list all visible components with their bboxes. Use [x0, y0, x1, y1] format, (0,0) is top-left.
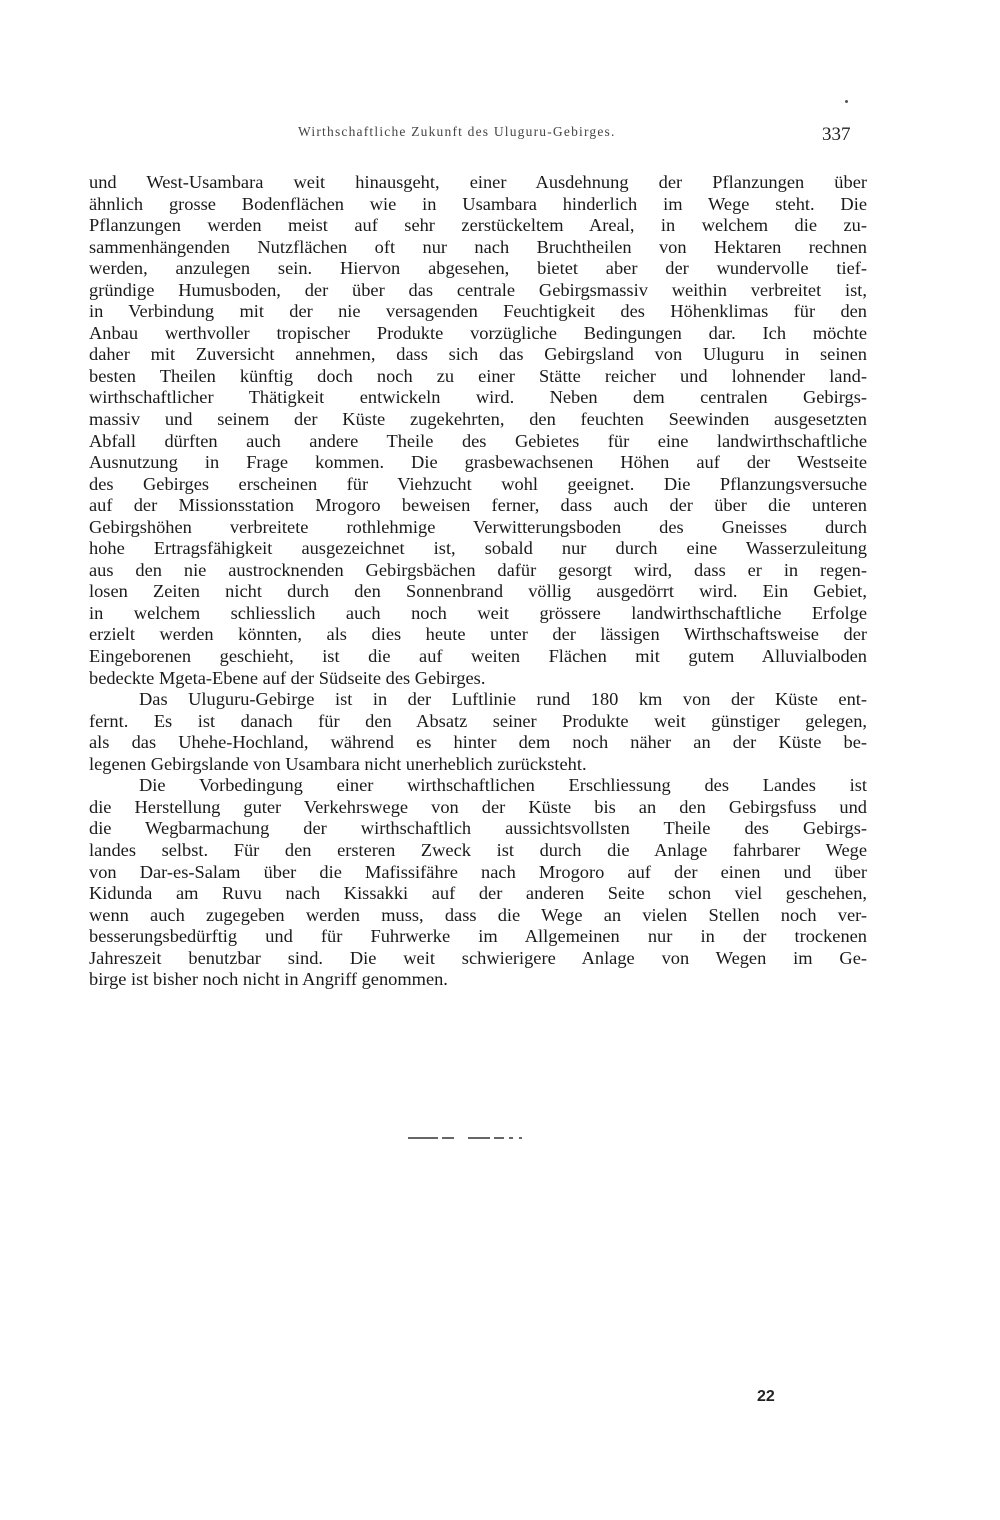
- text-line: gründige Humusboden, der über das centrale Gebirgsmassiv weithin verbreitet ist,: [89, 279, 867, 300]
- text-line: von Dar-es-Salam über die Mafissifähre nach Mrogoro auf der einen und über: [89, 861, 867, 882]
- text-line: auf der Missionsstation Mrogoro beweisen ferner, dass auch der über die unteren: [89, 495, 867, 516]
- text-line: Das Uluguru-Gebirge ist in der Luftlinie rund 180 km von der Küste ent-: [139, 689, 867, 710]
- speck-mark: [845, 100, 848, 103]
- text-line: Abfall dürften auch andere Theile des Gebietes für eine landwirthschaftliche: [89, 430, 867, 451]
- running-head-title: Wirthschaftliche Zukunft des Uluguru-Gebirges.: [298, 124, 616, 139]
- text-line: bedeckte Mgeta-Ebene auf der Südseite des Gebirges.: [89, 667, 486, 688]
- text-line: wirthschaftlicher Thätigkeit entwickeln wird. Neben dem centralen Gebirgs-: [89, 387, 867, 408]
- text-line: legenen Gebirgslande von Usambara nicht unerheblich zurücksteht.: [89, 753, 587, 774]
- signature-mark: 22: [757, 1388, 775, 1405]
- text-line: Jahreszeit benutzbar sind. Die weit schwierigere Anlage von Wegen im Ge-: [89, 947, 867, 968]
- text-line: in welchem schliesslich auch noch weit grössere landwirthschaftliche Erfolge: [89, 602, 867, 623]
- text-line: Anbau werthvoller tropischer Produkte vorzügliche Bedingungen dar. Ich möchte: [89, 322, 867, 343]
- text-line: wenn auch zugegeben werden muss, dass die Wege an vielen Stellen noch ver-: [89, 904, 867, 925]
- text-line: Gebirgshöhen verbreitete rothlehmige Verwitterungsboden des Gneisses durch: [89, 516, 867, 537]
- section-separator-rule: [408, 1137, 528, 1139]
- text-line: losen Zeiten nicht durch den Sonnenbrand völlig ausgedörrt wird. Ein Gebiet,: [89, 581, 867, 602]
- text-line: und West-Usambara weit hinausgeht, einer Ausdehnung der Pflanzungen über: [89, 172, 867, 192]
- text-line: aus den nie austrocknenden Gebirgsbächen dafür gesorgt wird, dass er in regen-: [89, 559, 867, 580]
- text-line: Ausnutzung in Frage kommen. Die grasbewachsenen Höhen auf der Westseite: [89, 452, 867, 473]
- text-line: besten Theilen künftig doch noch zu einer Stätte reicher und lohnender land-: [89, 365, 867, 386]
- text-line: des Gebirges erscheinen für Viehzucht wohl geeignet. Die Pflanzungsversuche: [89, 473, 867, 494]
- text-line: ähnlich grosse Bodenflächen wie in Usambara hinderlich im Wege steht. Die: [89, 193, 867, 214]
- text-line: massiv und seinem der Küste zugekehrten, den feuchten Seewinden ausgesetzten: [89, 409, 867, 430]
- text-line: Die Vorbedingung einer wirthschaftlichen Erschliessung des Landes ist: [139, 775, 867, 796]
- text-line: die Herstellung guter Verkehrswege von der Küste bis an den Gebirgsfuss und: [89, 796, 867, 817]
- page-number: 337: [822, 124, 851, 145]
- text-line: daher mit Zuversicht annehmen, dass sich das Gebirgsland von Uluguru in seinen: [89, 344, 867, 365]
- text-line: landes selbst. Für den ersteren Zweck ist durch die Anlage fahrbarer Wege: [89, 839, 867, 860]
- text-line: die Wegbarmachung der wirthschaftlich aussichtsvollsten Theile des Gebirgs-: [89, 818, 867, 839]
- text-line: Pflanzungen werden meist auf sehr zerstückeltem Areal, in welchem die zu-: [89, 215, 867, 236]
- text-line: als das Uhehe-Hochland, während es hinter dem noch näher an der Küste be-: [89, 732, 867, 753]
- text-line: erzielt werden könnten, als dies heute unter der lässigen Wirthschaftsweise der: [89, 624, 867, 645]
- text-line: sammenhängenden Nutzflächen oft nur nach Bruchtheilen von Hektaren rechnen: [89, 236, 867, 257]
- text-line: in Verbindung mit der nie versagenden Feuchtigkeit des Höhenklimas für den: [89, 301, 867, 322]
- body-text: [89, 172, 867, 991]
- text-line: hohe Ertragsfähigkeit ausgezeichnet ist, sobald nur durch eine Wasserzuleitung: [89, 538, 867, 559]
- text-line: fernt. Es ist danach für den Absatz seiner Produkte weit günstiger gelegen,: [89, 710, 867, 731]
- text-line: besserungsbedürftig und für Fuhrwerke im Allgemeinen nur in der trockenen: [89, 926, 867, 947]
- text-line: Eingeborenen geschieht, ist die auf weiten Flächen mit gutem Alluvialboden: [89, 646, 867, 667]
- text-line: werden, anzulegen sein. Hiervon abgesehen, bietet aber der wundervolle tief-: [89, 258, 867, 279]
- text-line: birge ist bisher noch nicht in Angriff genommen.: [89, 969, 448, 990]
- text-line: Kidunda am Ruvu nach Kissakki auf der anderen Seite schon viel geschehen,: [89, 883, 867, 904]
